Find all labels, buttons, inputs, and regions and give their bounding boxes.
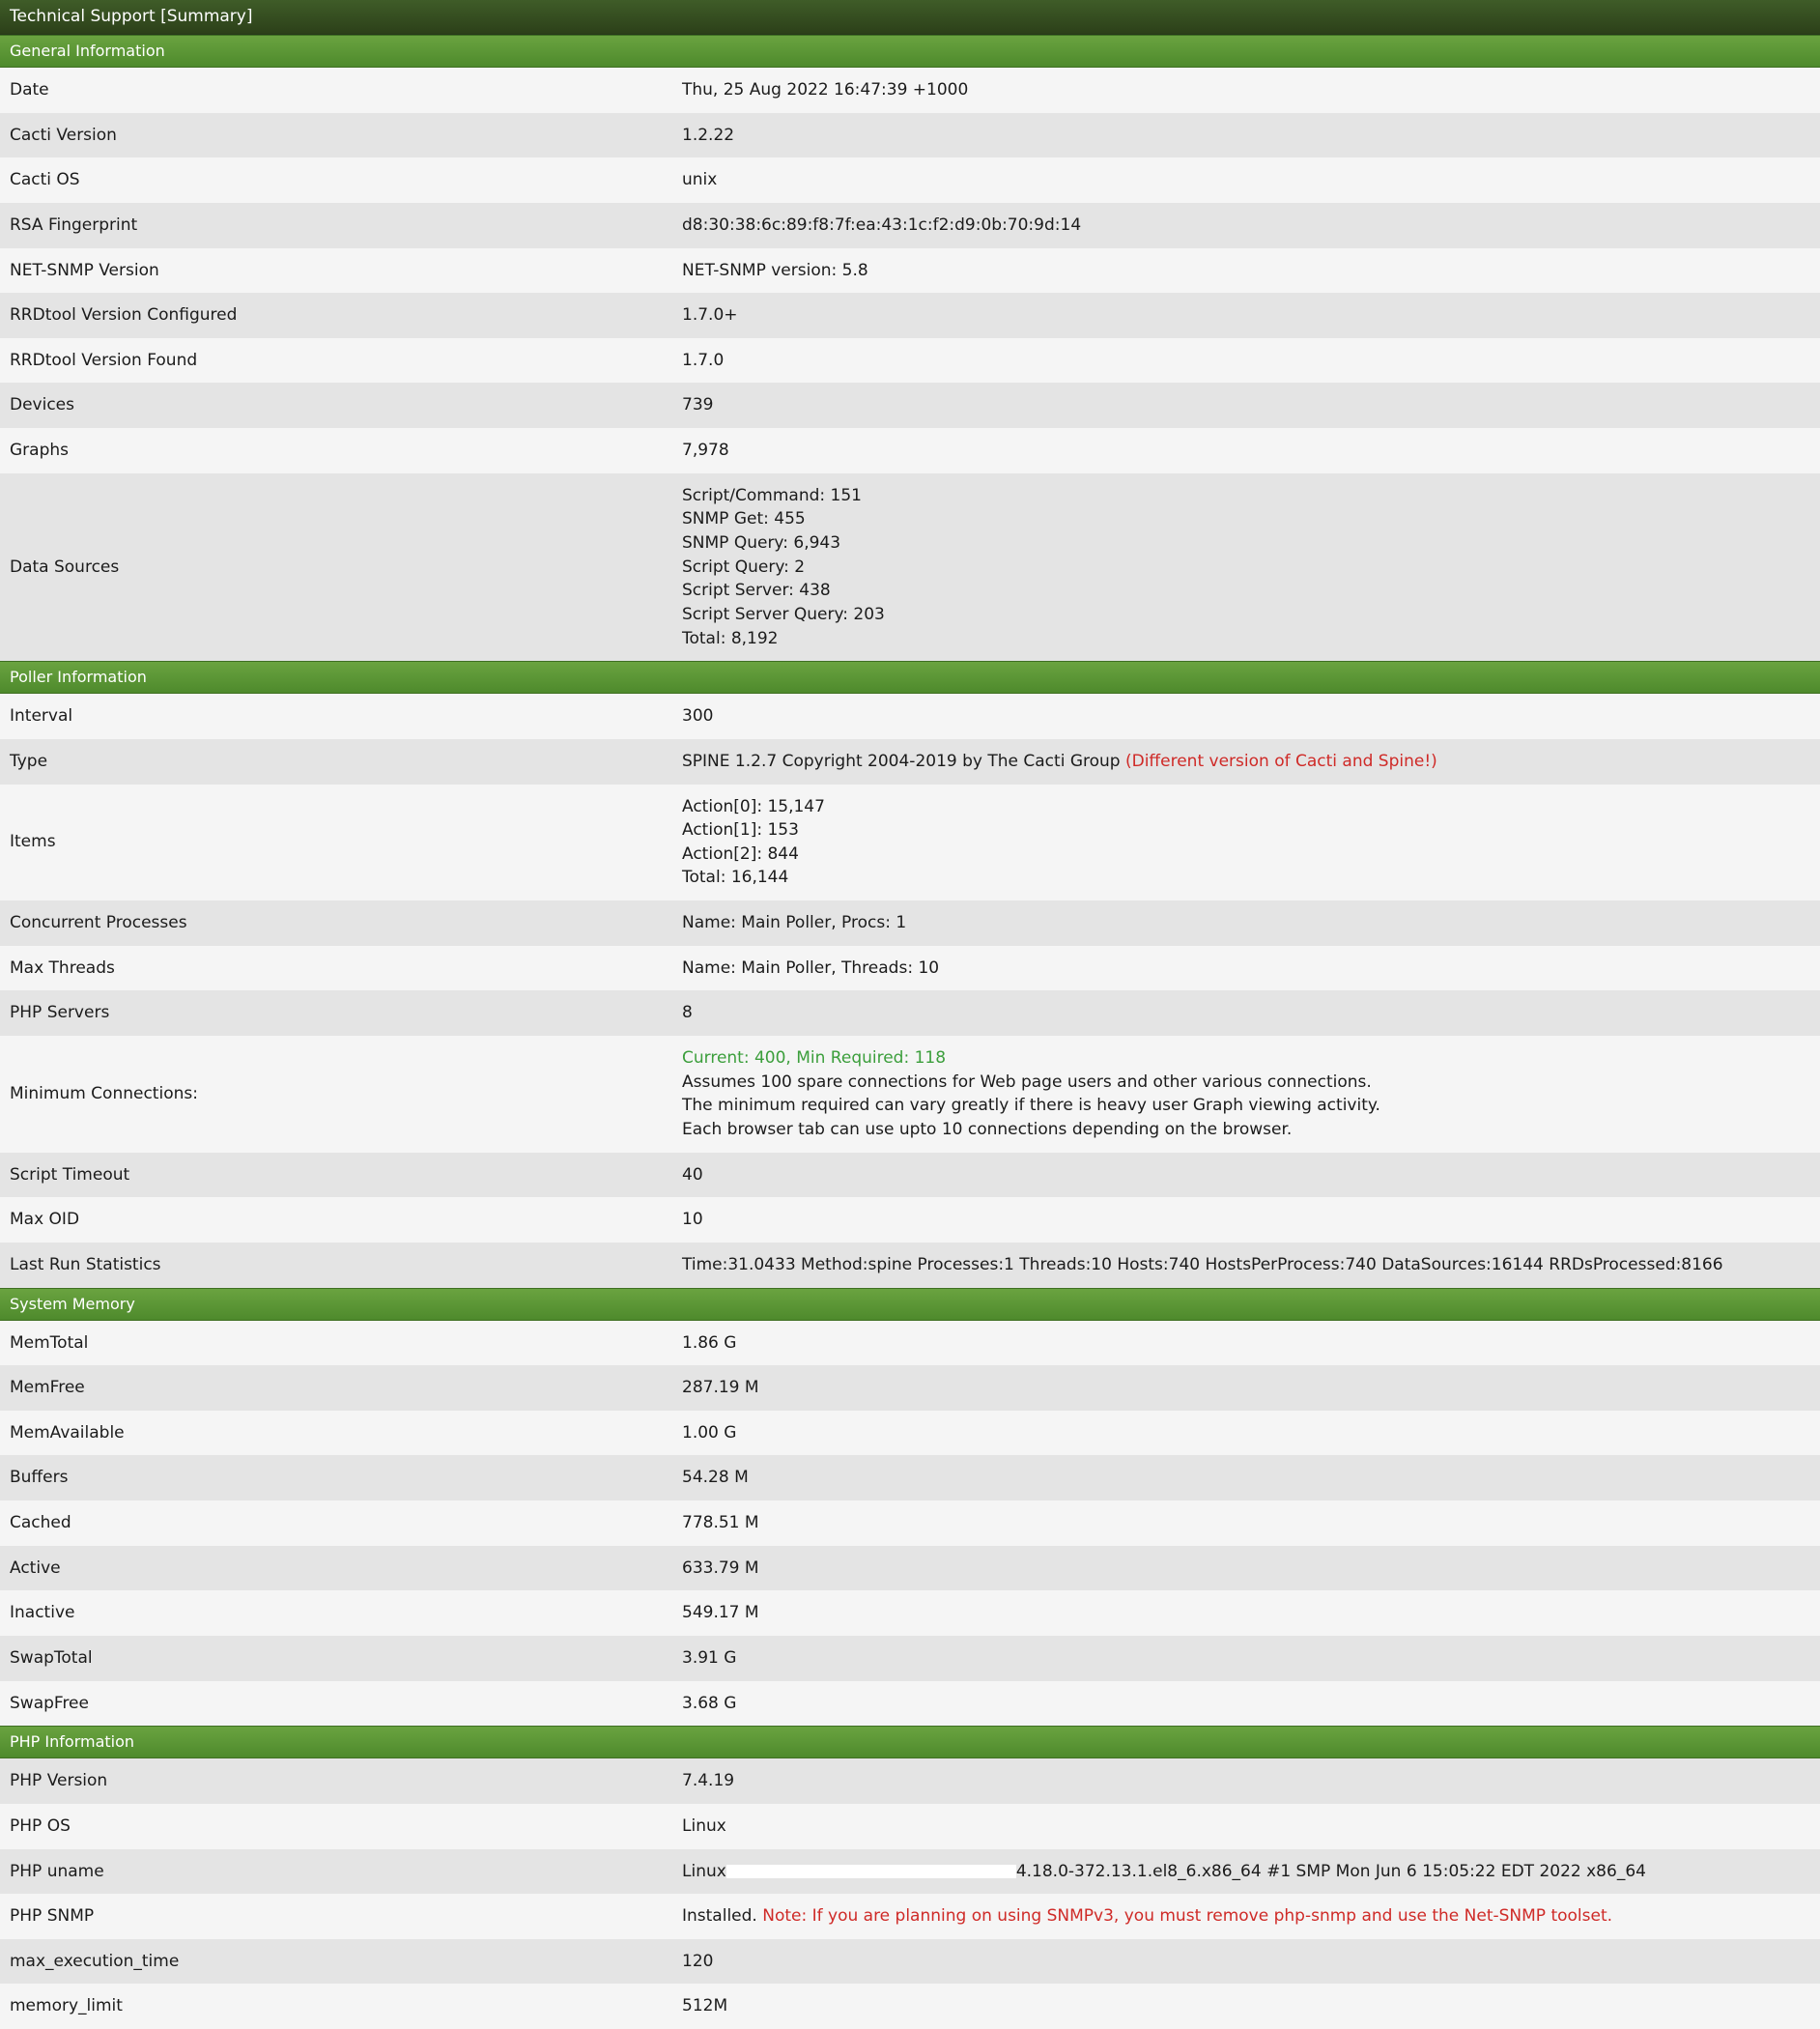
row-label: max_execution_time xyxy=(10,1951,180,1971)
row-label: MemTotal xyxy=(10,1332,89,1353)
row-value-main: 1.00 G xyxy=(682,1422,737,1443)
row-value-main: 8 xyxy=(682,1003,693,1023)
row-label: Interval xyxy=(10,706,73,727)
row-value-text xyxy=(682,168,1820,192)
row-value-main: 3.91 G xyxy=(682,1647,737,1668)
row-value xyxy=(672,1455,1820,1500)
row-value-line: Script Server: 438 xyxy=(682,581,831,601)
table-row xyxy=(0,203,1820,248)
row-value-text xyxy=(682,1769,1820,1793)
table-row xyxy=(0,1411,1820,1456)
table-row xyxy=(0,1894,1820,1939)
row-value-line: SNMP Query: 6,943 xyxy=(682,533,841,554)
table-row xyxy=(0,293,1820,338)
row-label: memory_limit xyxy=(10,1996,123,2016)
row-value-main: Linux xyxy=(682,1815,726,1836)
row-label: RRDtool Version Configured xyxy=(10,305,238,326)
row-label: Items xyxy=(10,832,56,852)
table-row xyxy=(0,113,1820,158)
row-value-line: The minimum required can vary greatly if there is heavy user Graph viewing activity. xyxy=(682,1096,1380,1116)
row-value-text xyxy=(682,1601,1820,1625)
row-value-text xyxy=(682,214,1820,238)
table-row xyxy=(0,68,1820,113)
row-value-text xyxy=(682,1860,1820,1884)
row-value-text xyxy=(682,1557,1820,1581)
table-row xyxy=(0,1500,1820,1546)
table-row xyxy=(0,946,1820,991)
row-value-main: 633.79 M xyxy=(682,1557,759,1578)
row-value-text xyxy=(682,439,1820,463)
row-value-text xyxy=(682,1331,1820,1356)
table-row xyxy=(0,1546,1820,1591)
row-label: Max OID xyxy=(10,1210,80,1230)
row-value-text xyxy=(682,1163,1820,1187)
row-label: Cacti Version xyxy=(10,125,117,145)
row-value xyxy=(672,900,1820,946)
row-value-main: 54.28 M xyxy=(682,1468,749,1488)
row-value xyxy=(672,990,1820,1036)
row-value xyxy=(672,473,1820,661)
row-value xyxy=(672,739,1820,785)
row-value-main: 549.17 M xyxy=(682,1603,759,1623)
section-header: Poller Information xyxy=(0,661,1820,694)
table-row xyxy=(0,1849,1820,1895)
table-row xyxy=(0,1153,1820,1198)
row-value xyxy=(672,1758,1820,1804)
row-label: Data Sources xyxy=(10,557,120,577)
row-value-main: Time:31.0433 Method:spine Processes:1 Threads:10 Hosts:740 HostsPerProcess:740 DataSources:16144 RRDsProcessed:8166 xyxy=(682,1254,1723,1274)
row-value xyxy=(672,1636,1820,1681)
row-value-text xyxy=(682,1466,1820,1490)
row-label: RRDtool Version Found xyxy=(10,350,198,370)
row-value-main: 778.51 M xyxy=(682,1513,759,1533)
table-row xyxy=(0,1590,1820,1636)
row-label: Type xyxy=(10,751,48,771)
table-row xyxy=(0,338,1820,384)
table-row xyxy=(0,1758,1820,1804)
row-value xyxy=(672,157,1820,203)
table-row xyxy=(0,1681,1820,1727)
row-value xyxy=(672,68,1820,113)
section-header: System Memory xyxy=(0,1288,1820,1321)
row-value-text xyxy=(682,1994,1820,2018)
row-value-lines xyxy=(682,484,1820,650)
row-label: Buffers xyxy=(10,1468,69,1488)
table-row xyxy=(0,1636,1820,1681)
row-value xyxy=(672,1500,1820,1546)
row-value-main: SPINE 1.2.7 Copyright 2004-2019 by The Cacti Group xyxy=(682,751,1121,771)
row-value xyxy=(672,1153,1820,1198)
row-value xyxy=(672,1411,1820,1456)
row-value xyxy=(672,1036,1820,1153)
table-row xyxy=(0,1243,1820,1288)
redacted-hostname xyxy=(726,1865,1016,1878)
row-value-text xyxy=(682,1421,1820,1445)
row-label: PHP uname xyxy=(10,1861,104,1881)
row-value xyxy=(672,1849,1820,1895)
table-row xyxy=(0,1804,1820,1849)
row-label: Date xyxy=(10,80,49,100)
row-value xyxy=(672,1984,1820,2029)
row-value xyxy=(672,1546,1820,1591)
row-label: Max Threads xyxy=(10,957,115,978)
row-value-main: 300 xyxy=(682,706,714,727)
row-label: SwapFree xyxy=(10,1693,89,1713)
row-value-text xyxy=(682,957,1820,981)
row-value xyxy=(672,248,1820,294)
row-value-main: Name: Main Poller, Threads: 10 xyxy=(682,957,940,978)
row-value-line: SNMP Get: 455 xyxy=(682,509,806,529)
table-row xyxy=(0,1321,1820,1366)
table-row xyxy=(0,383,1820,428)
table-row xyxy=(0,694,1820,739)
row-value-text xyxy=(682,1253,1820,1277)
row-value-main: 1.7.0 xyxy=(682,350,725,370)
row-value-lines xyxy=(682,1071,1820,1142)
row-value xyxy=(672,1243,1820,1288)
table-row xyxy=(0,428,1820,473)
table-row xyxy=(0,1365,1820,1411)
row-value-text xyxy=(682,1208,1820,1232)
row-label: Cached xyxy=(10,1513,71,1533)
table-row xyxy=(0,1939,1820,1985)
row-value xyxy=(672,1939,1820,1985)
row-value xyxy=(672,1894,1820,1939)
row-value-warning: (Different version of Cacti and Spine!) xyxy=(1124,751,1437,771)
row-value xyxy=(672,1804,1820,1849)
window-title: Technical Support [Summary] xyxy=(0,0,1820,35)
row-label: MemFree xyxy=(10,1378,85,1398)
row-value-main: 512M xyxy=(682,1996,728,2016)
info-table xyxy=(0,1758,1820,2029)
row-value-line: Action[1]: 153 xyxy=(682,820,799,841)
row-value-line: Script Server Query: 203 xyxy=(682,604,885,624)
row-value-main: d8:30:38:6c:89:f8:7f:ea:43:1c:f2:d9:0b:70:9d:14 xyxy=(682,214,1082,235)
row-label: Script Timeout xyxy=(10,1164,130,1185)
row-value-text xyxy=(682,911,1820,935)
row-value-text xyxy=(682,259,1820,283)
section-header: PHP Information xyxy=(0,1726,1820,1758)
table-row xyxy=(0,990,1820,1036)
row-value xyxy=(672,113,1820,158)
row-value-line: Script Query: 2 xyxy=(682,557,806,577)
row-value-lines xyxy=(682,795,1820,891)
row-value-ok: Current: 400, Min Required: 118 xyxy=(682,1048,947,1069)
row-value-text xyxy=(682,349,1820,373)
row-value-main: 10 xyxy=(682,1210,703,1230)
row-label: Graphs xyxy=(10,441,70,461)
info-table xyxy=(0,1321,1820,1727)
row-label: Minimum Connections: xyxy=(10,1083,198,1103)
row-value-text xyxy=(682,1001,1820,1025)
row-value-text xyxy=(682,704,1820,729)
row-value-main: 739 xyxy=(682,395,714,415)
table-row xyxy=(0,1036,1820,1153)
row-value xyxy=(672,1681,1820,1727)
row-label: Devices xyxy=(10,395,74,415)
row-value xyxy=(672,383,1820,428)
row-value-line: Each browser tab can use upto 10 connections depending on the browser. xyxy=(682,1119,1293,1139)
row-label: RSA Fingerprint xyxy=(10,214,138,235)
row-label: MemAvailable xyxy=(10,1422,125,1443)
row-label: PHP Version xyxy=(10,1771,108,1791)
row-value-text xyxy=(682,1646,1820,1671)
row-value-line: Action[2]: 844 xyxy=(682,843,799,864)
row-value xyxy=(672,338,1820,384)
row-value-main: 7,978 xyxy=(682,441,729,461)
row-value-main: 40 xyxy=(682,1164,703,1185)
row-value-main: Thu, 25 Aug 2022 16:47:39 +1000 xyxy=(682,80,969,100)
row-label: Cacti OS xyxy=(10,170,80,190)
row-value xyxy=(672,1365,1820,1411)
row-label: Concurrent Processes xyxy=(10,913,187,933)
row-label: PHP OS xyxy=(10,1815,71,1836)
row-value-main: Name: Main Poller, Procs: 1 xyxy=(682,913,907,933)
table-row xyxy=(0,900,1820,946)
row-value-line: Script/Command: 151 xyxy=(682,485,862,505)
table-row xyxy=(0,473,1820,661)
table-row xyxy=(0,1984,1820,2029)
row-value-tail: 4.18.0-372.13.1.el8_6.x86_64 #1 SMP Mon Jun 6 15:05:22 EDT 2022 x86_64 xyxy=(1015,1861,1646,1881)
row-value-line: Assumes 100 spare connections for Web page users and other various connections. xyxy=(682,1072,1372,1092)
row-value-main: Linux xyxy=(682,1861,726,1881)
row-value-text xyxy=(682,124,1820,148)
row-value-main: 3.68 G xyxy=(682,1693,737,1713)
row-value-text xyxy=(682,393,1820,417)
sections-container xyxy=(0,35,1820,2029)
section-header: General Information xyxy=(0,35,1820,68)
row-value-text xyxy=(682,1815,1820,1839)
row-value-text xyxy=(682,1376,1820,1400)
row-value-text xyxy=(682,78,1820,102)
row-value-main: 1.7.0+ xyxy=(682,305,738,326)
row-value xyxy=(672,1590,1820,1636)
table-row xyxy=(0,157,1820,203)
row-value-main: 7.4.19 xyxy=(682,1771,735,1791)
row-value-text xyxy=(682,1511,1820,1535)
row-value xyxy=(672,946,1820,991)
row-value-warning: Note: If you are planning on using SNMPv3, you must remove php-snmp and use the Net-SNMP toolset. xyxy=(762,1906,1613,1927)
row-label: NET-SNMP Version xyxy=(10,260,159,280)
row-value xyxy=(672,1321,1820,1366)
table-row xyxy=(0,739,1820,785)
row-value-main: 1.2.22 xyxy=(682,125,735,145)
table-row xyxy=(0,248,1820,294)
row-value-main: 120 xyxy=(682,1951,714,1971)
table-row xyxy=(0,785,1820,901)
row-value xyxy=(672,428,1820,473)
row-value-line: Total: 16,144 xyxy=(682,868,789,888)
row-value-text xyxy=(682,1950,1820,1974)
row-value-main: 287.19 M xyxy=(682,1378,759,1398)
row-value-text xyxy=(682,303,1820,328)
row-value-line: Total: 8,192 xyxy=(682,628,779,648)
row-label: Inactive xyxy=(10,1603,75,1623)
row-value-main: 1.86 G xyxy=(682,1332,737,1353)
info-table xyxy=(0,694,1820,1287)
row-value-text xyxy=(682,1904,1820,1929)
row-value xyxy=(672,293,1820,338)
row-value-main: NET-SNMP version: 5.8 xyxy=(682,260,868,280)
row-value-main: Installed. xyxy=(682,1906,757,1927)
table-row xyxy=(0,1455,1820,1500)
row-label: Active xyxy=(10,1557,61,1578)
row-value xyxy=(672,694,1820,739)
row-label: SwapTotal xyxy=(10,1647,93,1668)
row-label: Last Run Statistics xyxy=(10,1254,161,1274)
row-label: PHP Servers xyxy=(10,1003,110,1023)
row-label: PHP SNMP xyxy=(10,1906,95,1927)
table-row xyxy=(0,1197,1820,1243)
row-value-line: Action[0]: 15,147 xyxy=(682,796,825,816)
row-value xyxy=(672,785,1820,901)
row-value-text xyxy=(682,750,1820,774)
info-table xyxy=(0,68,1820,661)
row-value-main: unix xyxy=(682,170,718,190)
row-value-text xyxy=(682,1692,1820,1716)
row-value xyxy=(672,1197,1820,1243)
row-value xyxy=(672,203,1820,248)
